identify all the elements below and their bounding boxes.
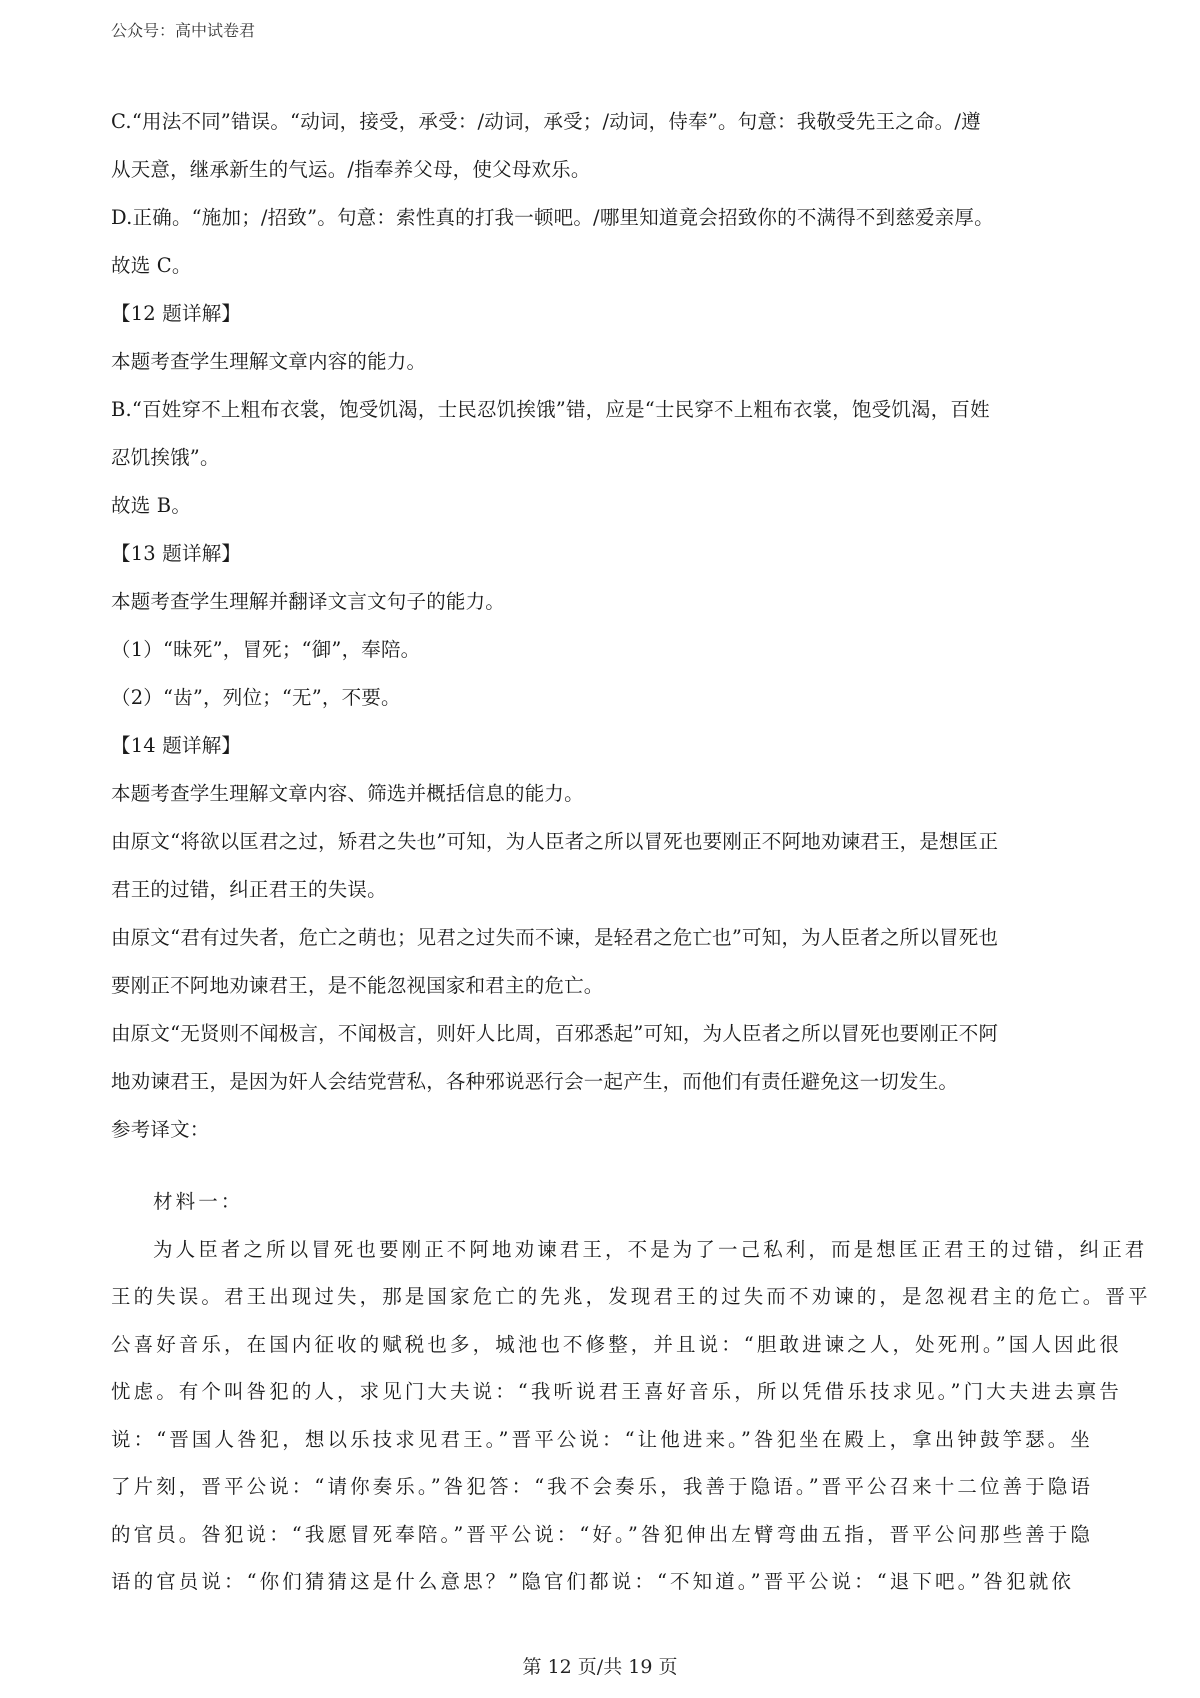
- reference-translation: [111, 1178, 1151, 1606]
- text-line: B.“百姓穿不上粗布衣裳，饱受饥渴，士民忍饥挨饿”错，应是“士民穿不上粗布衣裳，饱受饥渴，百姓: [111, 398, 990, 421]
- material-heading: 材料一：: [153, 1190, 244, 1213]
- translation-label: 参考译文：: [111, 1118, 210, 1141]
- text-line: D.正确。“施加；/招致”。句意：索性真的打我一顿吧。/哪里知道竟会招致你的不满得不到慈爱亲厚。: [111, 206, 994, 229]
- text-line: 由原文“将欲以匡君之过，矫君之失也”可知，为人臣者之所以冒死也要刚正不阿地劝谏君王，是想匡正: [111, 830, 999, 853]
- text-line: 本题考查学生理解并翻译文言文句子的能力。: [111, 590, 506, 613]
- text-line: （2）“齿”，列位；“无”，不要。: [111, 686, 401, 709]
- text-line: 由原文“无贤则不闻极言，不闻极言，则奸人比周，百邪悉起”可知，为人臣者之所以冒死也要刚正不阿: [111, 1022, 999, 1045]
- translation-line: 了片刻，晋平公说：“请你奏乐。”咎犯答：“我不会奏乐，我善于隐语。”晋平公召来十二位善于隐语: [111, 1475, 1093, 1498]
- text-line: 地劝谏君王，是因为奸人会结党营私，各种邪说恶行会一起产生，而他们有责任避免这一切发生。: [111, 1070, 959, 1093]
- translation-line: 忧虑。有个叫咎犯的人，求见门大夫说：“我听说君王喜好音乐，所以凭借乐技求见。”门大夫进去禀告: [111, 1380, 1122, 1403]
- text-line: 由原文“君有过失者，危亡之萌也；见君之过失而不谏，是轻君之危亡也”可知，为人臣者之所以冒死也: [111, 926, 999, 949]
- text-line: 忍饥挨饿”。: [111, 446, 220, 469]
- text-line: 君王的过错，纠正君王的失误。: [111, 878, 387, 901]
- text-line: 从天意，继承新生的气运。/指奉养父母，使父母欢乐。: [111, 158, 591, 181]
- translation-line: 语的官员说：“你们猜猜这是什么意思？”隐官们都说：“不知道。”晋平公说：“退下吧。”咎犯就依: [111, 1570, 1074, 1593]
- text-line: （1）“昧死”，冒死；“御”，奉陪。: [111, 638, 421, 661]
- section-heading: 【14 题详解】: [111, 734, 242, 757]
- translation-line: 说：“晋国人咎犯，想以乐技求见君王。”晋平公说：“让他进来。”咎犯坐在殿上，拿出钟鼓竽瑟。坐: [111, 1427, 1093, 1451]
- text-line: 本题考查学生理解文章内容、筛选并概括信息的能力。: [111, 782, 584, 805]
- page-header: 公众号：高中试卷君: [111, 21, 256, 40]
- text-line: 故选 B。: [111, 494, 192, 517]
- section-heading: 【13 题详解】: [111, 542, 242, 565]
- text-line: C.“用法不同”错误。“动词，接受，承受：/动词，承受；/动词，侍奉”。句意：我敬受先王之命。/遵: [111, 110, 981, 133]
- page-footer: 第 12 页/共 19 页: [522, 1656, 678, 1678]
- text-line: 故选 C。: [111, 254, 192, 277]
- translation-line: 公喜好音乐，在国内征收的赋税也多，城池也不修整，并且说：“胆敢进谏之人，处死刑。”国人因此很: [111, 1332, 1122, 1356]
- text-line: 本题考查学生理解文章内容的能力。: [111, 350, 427, 373]
- translation-line: 为人臣者之所以冒死也要刚正不阿地劝谏君王，不是为了一己私利，而是想匡正君王的过错，纠正君: [153, 1237, 1148, 1261]
- translation-line: 王的失误。君王出现过失，那是国家危亡的先兆，发现君王的过失而不劝谏的，是忽视君主的危亡。晋平: [111, 1285, 1151, 1308]
- section-heading: 【12 题详解】: [111, 302, 242, 325]
- answer-body: [111, 98, 1101, 1154]
- text-line: 要刚正不阿地劝谏君王，是不能忽视国家和君主的危亡。: [111, 974, 604, 997]
- translation-line: 的官员。咎犯说：“我愿冒死奉陪。”晋平公说：“好。”咎犯伸出左臂弯曲五指，晋平公问那些善于隐: [111, 1522, 1093, 1546]
